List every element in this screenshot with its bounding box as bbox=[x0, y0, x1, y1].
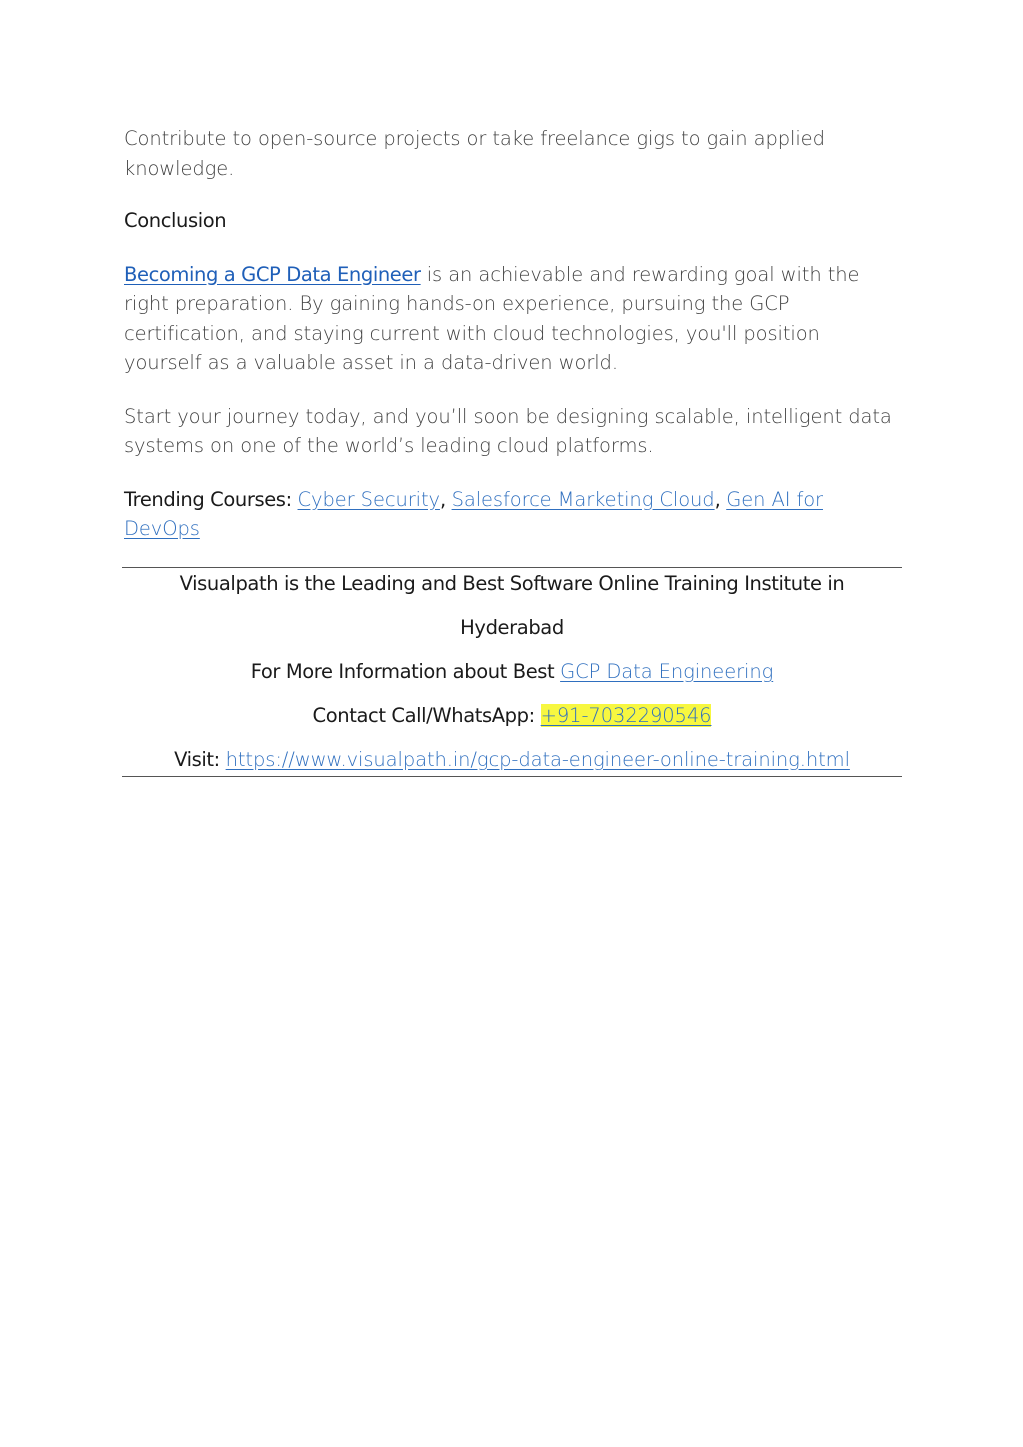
paragraph-start-journey bbox=[124, 402, 894, 461]
footer-contact-prefix: Contact Call/WhatsApp: bbox=[312, 704, 541, 727]
paragraph-start-journey-text: Start your journey today, and you’ll soon be designing scalable, intelligent data systems on one of the world’s leading cloud platforms. bbox=[124, 404, 892, 457]
footer-contact-line bbox=[122, 704, 902, 727]
trending-courses bbox=[124, 485, 894, 544]
becoming-gcp-data-engineer-link[interactable]: Becoming a GCP Data Engineer bbox=[124, 262, 421, 286]
footer-info-prefix: For More Information about Best bbox=[250, 660, 561, 683]
visualpath-url-link[interactable]: https://www.visualpath.in/gcp-data-engineer-online-training.html bbox=[225, 748, 850, 771]
course-link-salesforce-marketing-cloud[interactable]: Salesforce Marketing Cloud bbox=[451, 487, 715, 511]
course-link-cyber-security[interactable]: Cyber Security bbox=[297, 487, 440, 511]
footer-tagline-line2: Hyderabad bbox=[460, 616, 564, 639]
contact-footer bbox=[122, 567, 902, 777]
gcp-data-engineering-link[interactable]: GCP Data Engineering bbox=[560, 660, 774, 683]
course-separator: , bbox=[714, 487, 727, 511]
course-link-gen-ai-for-devops[interactable]: Gen AI for DevOps bbox=[124, 487, 823, 540]
conclusion-heading: Conclusion bbox=[124, 209, 227, 232]
footer-visit-line bbox=[122, 748, 902, 771]
course-separator: , bbox=[439, 487, 452, 511]
trending-colon: : bbox=[285, 487, 298, 511]
footer-info-line bbox=[122, 660, 902, 683]
paragraph-open-source bbox=[124, 124, 894, 183]
phone-number-link[interactable]: +91-7032290546 bbox=[540, 704, 712, 727]
footer-tagline-line1: Visualpath is the Leading and Best Software Online Training Institute in bbox=[179, 572, 845, 595]
paragraph-conclusion-text: is an achievable and rewarding goal with the right preparation. By gaining hands-on experience, pursuing the GCP certification, and staying current with cloud technologies, you'll position yourself as a valuable asset in a data-driven world. bbox=[124, 262, 860, 374]
trending-courses-label: Trending Courses bbox=[124, 487, 286, 511]
conclusion-heading-block bbox=[124, 206, 894, 236]
paragraph-open-source-text: Contribute to open-source projects or take freelance gigs to gain applied knowledge. bbox=[124, 127, 825, 180]
paragraph-conclusion bbox=[124, 260, 894, 378]
document-body bbox=[124, 124, 894, 568]
footer-visit-prefix: Visit: bbox=[174, 748, 226, 771]
